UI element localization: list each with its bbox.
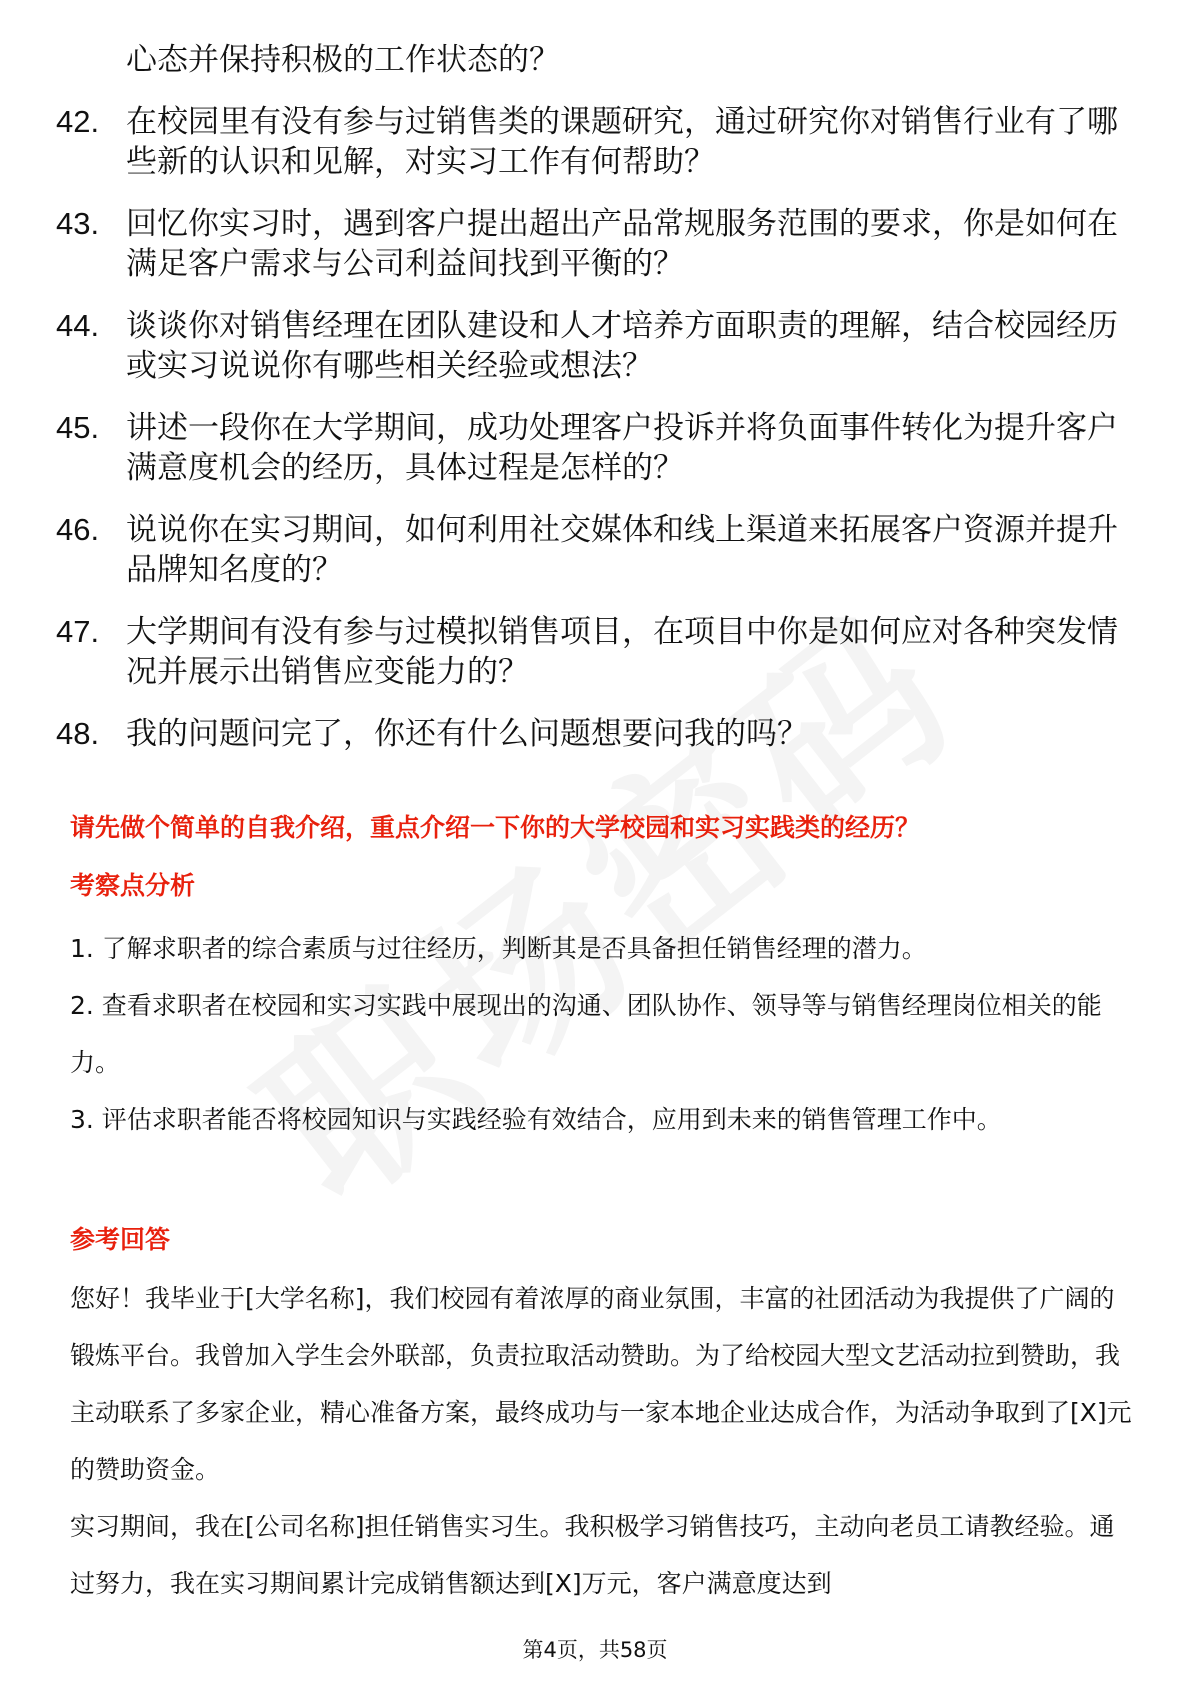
answer-body — [70, 1270, 1132, 1612]
question-number: 44. — [56, 308, 100, 343]
list-item — [0, 102, 1190, 182]
analysis-list — [70, 920, 1130, 1148]
question-text: 我的问题问完了，你还有什么问题想要问我的吗？ — [126, 716, 808, 752]
question-text: 讲述一段你在大学期间，成功处理客户投诉并将负面事件转化为提升客户满意度机会的经历，具体过程是怎样的？ — [126, 410, 1118, 486]
question-text: 谈谈你对销售经理在团队建设和人才培养方面职责的理解，结合校园经历或实习说说你有哪些相关经验或想法？ — [126, 308, 1118, 384]
question-number: 47. — [56, 614, 100, 649]
question-text: 说说你在实习期间，如何利用社交媒体和线上渠道来拓展客户资源并提升品牌知名度的？ — [126, 512, 1118, 588]
question-number: 42. — [56, 104, 100, 139]
list-item — [0, 510, 1190, 590]
question-list — [0, 40, 1190, 776]
featured-question: 请先做个简单的自我介绍，重点介绍一下你的大学校园和实习实践类的经历？ — [70, 813, 921, 842]
question-number: 46. — [56, 512, 100, 547]
list-item — [0, 408, 1190, 488]
question-number: 43. — [56, 206, 100, 241]
analysis-point: 2. 查看求职者在校园和实习实践中展现出的沟通、团队协作、领导等与销售经理岗位相关的能力。 — [70, 991, 1102, 1077]
list-item — [0, 612, 1190, 692]
answer-paragraph: 实习期间，我在[公司名称]担任销售实习生。我积极学习销售技巧，主动向老员工请教经验。通过努力，我在实习期间累计完成销售额达到[X]万元，客户满意度达到 — [70, 1512, 1115, 1598]
analysis-heading: 考察点分析 — [70, 871, 196, 900]
question-number: 48. — [56, 716, 100, 751]
analysis-point: 3. 评估求职者能否将校园知识与实践经验有效结合，应用到未来的销售管理工作中。 — [70, 1105, 1002, 1134]
list-item — [0, 306, 1190, 386]
question-text: 在校园里有没有参与过销售类的课题研究，通过研究你对销售行业有了哪些新的认识和见解，对实习工作有何帮助？ — [126, 104, 1118, 180]
question-text: 大学期间有没有参与过模拟销售项目，在项目中你是如何应对各种突发情况并展示出销售应变能力的？ — [126, 614, 1118, 690]
list-item — [0, 714, 1190, 754]
list-item — [0, 204, 1190, 284]
question-continuation: 心态并保持积极的工作状态的？ — [126, 42, 560, 78]
analysis-point: 1. 了解求职者的综合素质与过往经历，判断其是否具备担任销售经理的潜力。 — [70, 934, 927, 963]
question-text: 回忆你实习时，遇到客户提出超出产品常规服务范围的要求，你是如何在满足客户需求与公司利益间找到平衡的？ — [126, 206, 1118, 282]
page-footer: 第4页，共58页 — [522, 1638, 668, 1662]
answer-heading: 参考回答 — [70, 1225, 171, 1254]
question-number: 45. — [56, 410, 100, 445]
answer-paragraph: 您好！我毕业于[大学名称]，我们校园有着浓厚的商业氛围，丰富的社团活动为我提供了广阔的锻炼平台。我曾加入学生会外联部，负责拉取活动赞助。为了给校园大型文艺活动拉到赞助，我主动联系了多家企业，精心准备方案，最终成功与一家本地企业达成合作，为活动争取到了[X]元的赞助资金。 — [70, 1284, 1132, 1484]
